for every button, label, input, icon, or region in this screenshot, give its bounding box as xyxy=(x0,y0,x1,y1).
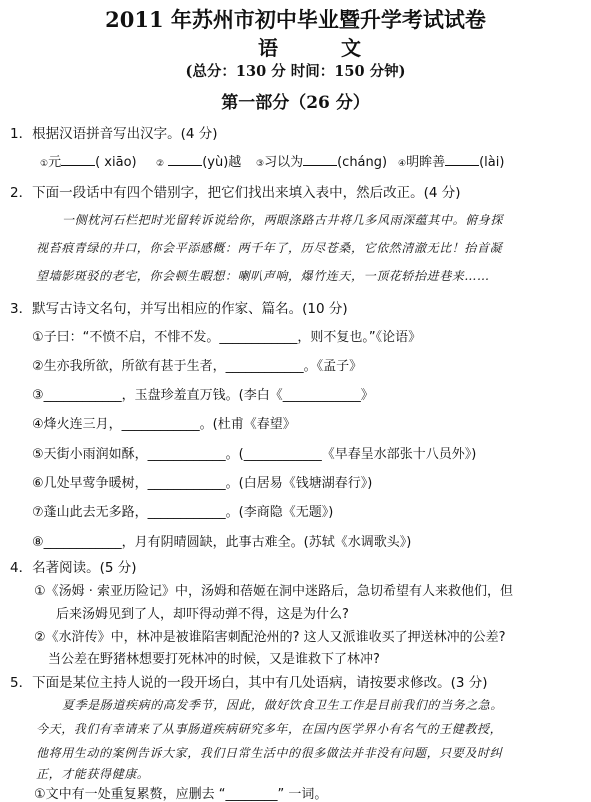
q3-item-5: ⑤天街小雨润如酥，____________。(____________《早春呈水部张十八员外》) xyxy=(32,447,477,462)
q2-passage-line: 视苔痕青绿的井口，你会平添感概：两千年了，历尽苍桑，它依然清澈无比！抬首凝 xyxy=(36,241,503,255)
subject-title: 语 文 xyxy=(258,36,389,60)
q3-item-4: ④烽火连三月，____________。(杜甫《春望》 xyxy=(32,417,296,432)
question-1-prompt: 1．根据汉语拼音写出汉字。(4 分) xyxy=(10,126,218,142)
q3-item-7: ⑦蓬山此去无多路，____________。(李商隐《无题》) xyxy=(32,505,334,520)
q4-line: ①《汤姆 · 索亚历险记》中，汤姆和蓓姬在洞中迷路后，急切希望有人来救他们，但 xyxy=(34,584,514,599)
q5-passage-line: 今天，我们有幸请来了从事肠道疾病研究多年，在国内医学界小有名气的王健教授， xyxy=(36,722,503,736)
q1-item-2: ② (yù)越 xyxy=(156,155,242,170)
q3-item-3: ③____________，玉盘珍羞直万钱。(李白《____________》 xyxy=(32,388,374,403)
q4-line: ②《水浒传》中，林冲是被谁陷害刺配沧州的? 这人又派谁收买了押送林冲的公差? xyxy=(34,630,506,645)
question-3-prompt: 3．默写古诗文名句，并写出相应的作家、篇名。(10 分) xyxy=(10,301,348,317)
q5-passage-line: 正，才能获得健康。 xyxy=(36,767,150,781)
answer-blank[interactable] xyxy=(445,153,479,166)
q3-item-6: ⑥几处早莺争暖树，____________。(白居易《钱塘湖春行》) xyxy=(32,476,373,491)
question-2-prompt: 2．下面一段话中有四个错别字，把它们找出来填入表中，然后改正。(4 分) xyxy=(10,185,461,201)
question-5-prompt: 5．下面是某位主持人说的一段开场白，其中有几处语病，请按要求修改。(3 分) xyxy=(10,675,488,691)
q3-item-8: ⑧____________，月有阴晴圆缺，此事古难全。(苏轼《水调歌头》) xyxy=(32,535,412,550)
q1-item-3: ③习以为 (cháng) xyxy=(256,155,388,170)
answer-blank[interactable] xyxy=(168,153,202,166)
q3-item-2: ②生亦我所欲，所欲有甚于生者，____________。《孟子》 xyxy=(32,359,363,374)
exam-meta: (总分：130 分 时间：150 分钟) xyxy=(185,63,406,80)
q5-passage-line: 他将用生动的案例告诉大家，我们日常生活中的很多做法并非没有问题，只要及时纠 xyxy=(36,746,503,760)
answer-blank[interactable] xyxy=(61,153,95,166)
q5-passage-line: 夏季是肠道疾病的高发季节，因此，做好饮食卫生工作是目前我们的当务之急。 xyxy=(62,698,504,712)
q1-item-4: ④明眸善 (lài) xyxy=(398,155,505,170)
part-heading: 第一部分（26 分） xyxy=(221,93,370,113)
q4-line: 后来汤姆见到了人，却吓得动弹不得，这是为什么? xyxy=(56,607,349,622)
q2-passage-line: 一侧枕河石栏把时光留转诉说给你，两眼涤路古井将几多风雨深蕴其中。俯身探 xyxy=(62,213,504,227)
q2-passage-line: 望墙影斑驳的老宅，你会顿生暇想：喇叭声响，爆竹连天，一顶花轿抬进巷来…… xyxy=(36,269,490,283)
answer-blank[interactable] xyxy=(303,153,337,166)
q4-line: 当公差在野猪林想要打死林冲的时候，又是谁救下了林冲? xyxy=(48,652,380,667)
q5-sub-question: ①文中有一处重复累赘，应删去 “________” 一词。 xyxy=(34,787,328,802)
exam-title: 2011 年苏州市初中毕业暨升学考试试卷 xyxy=(105,7,486,32)
q1-item-1: ①元 ( xiāo) xyxy=(40,155,137,170)
q3-item-1: ①子曰：“不愤不启，不悱不发。____________，则不复也。”《论语》 xyxy=(32,330,422,345)
question-4-prompt: 4．名著阅读。(5 分) xyxy=(10,560,137,576)
